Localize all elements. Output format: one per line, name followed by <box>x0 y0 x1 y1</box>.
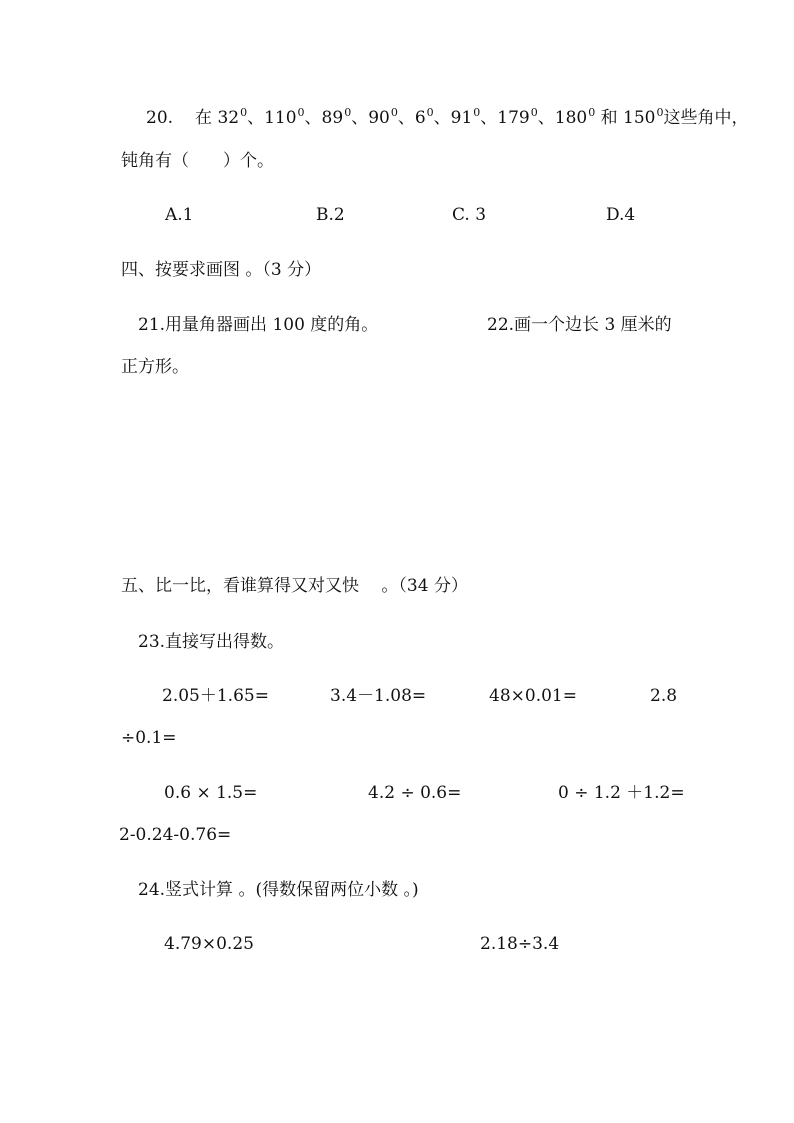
q20-degree-mark: 0 <box>297 106 305 119</box>
section4-title: 四、按要求画图 。（3 分） <box>121 260 322 280</box>
q23-row1-item: 48×0.01= <box>489 686 577 706</box>
q20-angle-value: 180 <box>554 108 588 128</box>
q23-row1-item: 2.05＋1.65= <box>162 686 269 706</box>
q20-angle-value: 150 <box>623 108 656 128</box>
q20-angle-value: 32 <box>217 108 240 128</box>
q20-number: 20. <box>146 108 174 128</box>
q20-separator: 、 <box>433 108 451 128</box>
q20-angle-value: 90 <box>368 108 390 128</box>
q20-angle-list <box>217 108 663 128</box>
q20-angle-value: 89 <box>321 108 344 128</box>
q20-degree-mark: 0 <box>344 106 352 119</box>
q22-cont: 正方形。 <box>121 357 189 377</box>
q23-row1-item: 2.8 <box>650 686 678 706</box>
q23-title: 23.直接写出得数。 <box>138 632 285 652</box>
q20-option-b: B.2 <box>316 205 345 225</box>
q23-row2-cont: 2-0.24-0.76= <box>119 825 232 845</box>
q20-option-d: D.4 <box>606 205 636 225</box>
q23-row1-cont: ÷0.1= <box>121 728 177 748</box>
q20-separator: 、 <box>351 108 369 128</box>
q20-degree-mark: 0 <box>530 106 538 119</box>
q20-option-a: A.1 <box>165 205 194 225</box>
q20-angle-value: 110 <box>264 108 297 128</box>
q20-degree-mark: 0 <box>390 106 398 119</box>
q20-degree-mark: 0 <box>656 106 664 119</box>
section5-title: 五、比一比，看谁算得又对又快 。（34 分） <box>121 576 468 596</box>
q23-row2-item: 4.2 ÷ 0.6= <box>368 783 462 803</box>
q23-row2-item: 0.6 × 1.5= <box>164 783 258 803</box>
q20-stem-prefix: 在 <box>195 108 213 128</box>
q20-degree-mark: 0 <box>240 106 248 119</box>
q20-separator: 、 <box>537 108 555 128</box>
q20-stem <box>146 108 748 130</box>
q20-separator: 、 <box>247 108 265 128</box>
q20-separator: 、 <box>397 108 415 128</box>
q23-row2-item: 0 ÷ 1.2 ＋1.2= <box>558 783 685 803</box>
q24-item: 4.79×0.25 <box>164 934 254 954</box>
q20-and-word: 和 <box>595 108 624 128</box>
q23-row1-item: 3.4－1.08= <box>330 686 427 706</box>
q20-angle-value: 91 <box>450 108 473 128</box>
q20-stem-suffix: 这些角中， <box>663 108 749 128</box>
q21-text: 21.用量角器画出 100 度的角。 <box>138 315 379 335</box>
q20-angle-value: 6 <box>414 108 426 128</box>
q20-degree-mark: 0 <box>473 106 481 119</box>
q22-text: 22.画一个边长 3 厘米的 <box>487 315 672 335</box>
q24-title: 24.竖式计算 。(得数保留两位小数 。) <box>138 880 419 900</box>
q20-degree-mark: 0 <box>588 106 596 119</box>
q20-separator: 、 <box>480 108 498 128</box>
q20-option-c: C. 3 <box>452 205 487 225</box>
q20-degree-mark: 0 <box>426 106 434 119</box>
q20-separator: 、 <box>304 108 322 128</box>
q20-angle-value: 179 <box>497 108 530 128</box>
q24-item: 2.18÷3.4 <box>480 934 560 954</box>
q20-line2: 钝角有（ ）个。 <box>121 151 274 171</box>
